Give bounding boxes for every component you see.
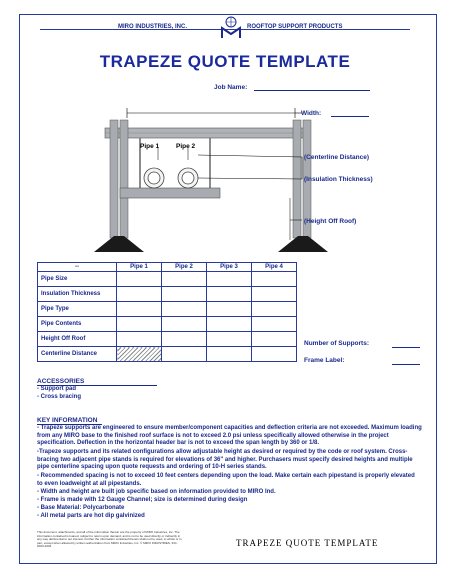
key-info-paragraph: - Width and height are built job specific based on information provided to MIRO Ind. xyxy=(37,489,276,495)
supports-field[interactable] xyxy=(392,347,420,348)
table-cell[interactable] xyxy=(252,302,297,317)
height-label: (Height Off Roof) xyxy=(304,218,357,225)
legal-notice: This document, attachments, and all of the information therein are the property of MIRO Industries, Inc. The information contained is loaned, subject to return upon demand, and is not to be used directly or indirectly in any way detrimental to our interest. Further the information contained therein shall not be used, in whole or in part, except when allowed by written authorization from MIRO Industries, Inc. © MIRO INDUSTRIES, INC. 2003-2004 xyxy=(37,530,182,549)
table-header: -- xyxy=(38,263,117,272)
key-info-paragraph: - All metal parts are hot dip galvinized xyxy=(37,513,145,519)
table-cell[interactable] xyxy=(207,347,252,362)
table-header: Pipe 2 xyxy=(162,263,207,272)
pipe-1-label: Pipe 1 xyxy=(140,143,160,150)
insulation-label: (Insulation Thickness) xyxy=(304,176,373,183)
table-cell[interactable] xyxy=(117,287,162,302)
table-cell[interactable] xyxy=(117,332,162,347)
row-label: Pipe Contents xyxy=(38,317,117,332)
table-header: Pipe 1 xyxy=(117,263,162,272)
table-cell[interactable] xyxy=(252,317,297,332)
width-label: Width: xyxy=(301,110,322,117)
table-cell[interactable] xyxy=(117,272,162,287)
table-cell[interactable] xyxy=(162,317,207,332)
table-cell[interactable] xyxy=(162,332,207,347)
table-row xyxy=(38,317,297,332)
key-info-paragraph: - Base Material: Polycarbonate xyxy=(37,505,125,511)
row-label: Centerline Distance xyxy=(38,347,117,362)
table-cell[interactable] xyxy=(207,317,252,332)
accessory-item: - Cross bracing xyxy=(37,394,82,400)
table-row xyxy=(38,332,297,347)
table-cell[interactable] xyxy=(207,332,252,347)
division-name: ROOFTOP SUPPORT PRODUCTS xyxy=(247,24,343,30)
key-info-paragraph: -Trapeze supports and its related configurations allow adjustable height as desired or required by the code or roof system. Cross-bracing two adjacent pipe stands is required for elevations of 36" and higher. Purchasers must specify desired heights and multiple pipe centerline spacing upon quote requests and ordering of 10-H series stands. xyxy=(37,449,413,471)
page-title: TRAPEZE QUOTE TEMPLATE xyxy=(99,52,351,71)
table-cell[interactable] xyxy=(162,272,207,287)
row-label: Pipe Size xyxy=(38,272,117,287)
table-cell[interactable] xyxy=(162,302,207,317)
table-row xyxy=(38,272,297,287)
table-cell[interactable] xyxy=(117,317,162,332)
key-info-paragraph: - Recommended spacing is not to exceed 10 feet centers depending upon the load. Make certain each pipestand is properly elevated to even loadweight at all pipestands. xyxy=(37,473,415,487)
table-cell[interactable] xyxy=(162,287,207,302)
table-row xyxy=(38,302,297,317)
table-cell[interactable] xyxy=(252,332,297,347)
job-name-field[interactable] xyxy=(254,90,370,91)
table-header: Pipe 3 xyxy=(207,263,252,272)
supports-label: Number of Supports: xyxy=(304,340,369,347)
table-row xyxy=(38,287,297,302)
table-header: Pipe 4 xyxy=(252,263,297,272)
job-name-label: Job Name: xyxy=(214,84,248,91)
pipe-spec-table xyxy=(37,262,297,362)
frame-field[interactable] xyxy=(392,364,420,365)
table-cell[interactable] xyxy=(207,302,252,317)
miro-logo-icon xyxy=(220,15,242,39)
accessory-item: - Support pad xyxy=(37,386,76,392)
table-cell[interactable] xyxy=(252,272,297,287)
frame-label: Frame Label: xyxy=(304,357,345,364)
table-cell[interactable] xyxy=(162,347,207,362)
key-info-paragraph: - Frame is made with 12 Gauge Channel; size is determined during design xyxy=(37,497,248,503)
accessories-heading: ACCESSORIES xyxy=(37,378,85,385)
table-cell[interactable] xyxy=(252,287,297,302)
key-info-paragraph: - Trapeze supports are engineered to ensure member/component capacities and deflection criteria are not exceeded. Maximum loading from any MIRO base to the finished roof surface is not to exceed 2.0 psi unless specifically allowed otherwise in the project specification. Deflection in the horizontal header bar is not to exceed the span length by 360 or 1/8. xyxy=(37,425,422,447)
table-row xyxy=(38,347,297,362)
table-cell[interactable] xyxy=(252,347,297,362)
footer-title: TRAPEZE QUOTE TEMPLATE xyxy=(236,538,379,548)
row-label: Insulation Thickness xyxy=(38,287,117,302)
table-header-row xyxy=(38,263,297,272)
row-label: Height Off Roof xyxy=(38,332,117,347)
key-info-heading: KEY INFORMATION xyxy=(37,417,98,424)
table-cell[interactable] xyxy=(117,302,162,317)
pipe-2-label: Pipe 2 xyxy=(176,143,196,150)
centerline-label: (Centerline Distance) xyxy=(304,154,370,161)
table-cell[interactable] xyxy=(207,287,252,302)
row-label: Pipe Type xyxy=(38,302,117,317)
company-name: MIRO INDUSTRIES, INC. xyxy=(118,24,188,30)
table-cell[interactable] xyxy=(207,272,252,287)
table-cell-disabled xyxy=(117,347,162,362)
